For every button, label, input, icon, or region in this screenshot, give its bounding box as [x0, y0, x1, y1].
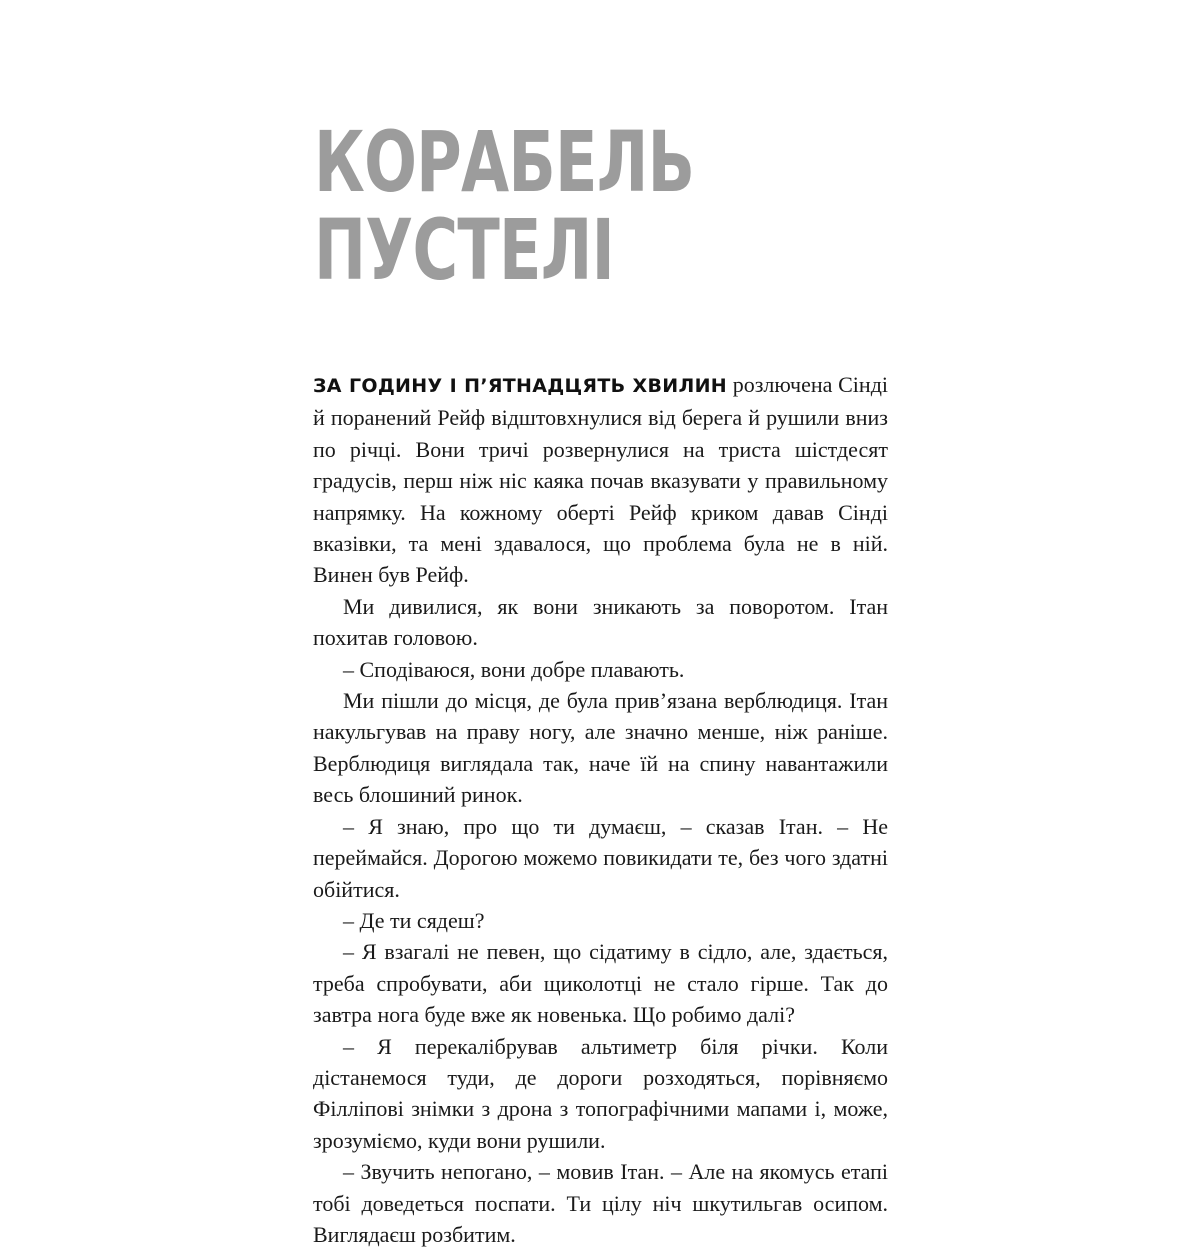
chapter-title — [314, 113, 695, 299]
paragraph-2: Ми дивилися, як вони зникають за поворотом. Ітан похитав головою. — [313, 593, 888, 651]
paragraph-8: – Я перекалібрував альтиметр біля річки. Коли дістанемося туди, де дороги розходяться, порівняємо Філліпові знімки з дрона з топографічними мапами і, може, зрозуміємо, куди вони рушили. — [313, 1033, 888, 1153]
paragraph-3: – Сподіваюся, вони добре плавають. — [343, 656, 685, 682]
paragraph-1-text: розлючена Сінді й поранений Рейф відштовхнулися від берега й рушили вниз по річці. Вони тричі розвернулися на триста шістдесят градусів, перш ніж ніс каяка почав вказувати у правильному напрямку. На кожному оберті Рейф криком давав Сінді вказівки, та мені здавалося, що проблема була не в ній. Винен був Рейф. — [313, 372, 888, 588]
paragraph-1 — [313, 369, 888, 591]
paragraph-5: – Я знаю, про що ти думаєш, – сказав Ітан. – Не переймайся. Дорогою можемо повикидати те, без чого здатні обійтися. — [313, 813, 888, 902]
chapter-body — [313, 369, 888, 1250]
paragraph-7: – Я взагалі не певен, що сідатиму в сідло, але, здається, треба спробувати, аби щиколотці не стало гірше. Так до завтра нога буде вже як новенька. Що робимо далі? — [313, 939, 888, 1028]
lead-in-caps: ЗА ГОДИНУ І П’ЯТНАДЦЯТЬ ХВИЛИН — [313, 375, 727, 397]
chapter-title-line-1: КОРАБЕЛЬ — [314, 113, 695, 211]
paragraph-6: – Де ти сядеш? — [343, 907, 485, 933]
paragraph-4: Ми пішли до місця, де була прив’язана верблюдиця. Ітан накульгував на праву ногу, але значно менше, ніж раніше. Верблюдиця виглядала так, наче їй на спину навантажили весь блошиний ринок. — [313, 688, 888, 808]
paragraph-9: – Звучить непогано, – мовив Ітан. – Але на якомусь етапі тобі доведеться поспати. Ти цілу ніч шкутильгав осипом. Виглядаєш розбитим. — [313, 1159, 888, 1247]
chapter-title-line-2: ПУСТЕЛІ — [314, 201, 615, 299]
